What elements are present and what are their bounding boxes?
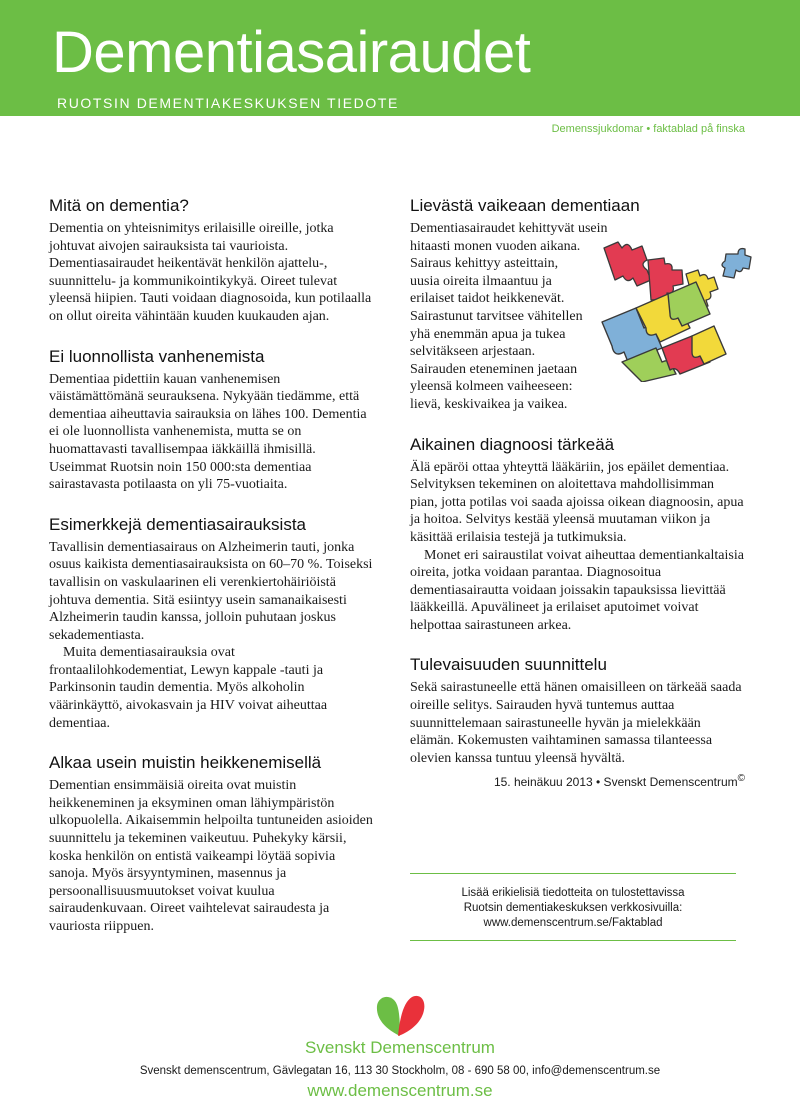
section-paragraph: Dementiasairaudet kehittyvät usein hitaasti monen vuoden aikana. Sairaus kehittyy asteittain, uusia oireita ilmaantuu ja erilaiset taidot heikkenevät. Sairastunut tarvitsee vähitellen yhä enemmän apua ja tukea selvitäkseen arjestaan. Sairauden eteneminen jaetaan yleensä kolmeen vaiheeseen: lievä, keskivaikea ja vaikea. (410, 221, 608, 412)
header-banner (0, 0, 800, 116)
footer-org-name: Svenskt Demenscentrum (305, 1038, 495, 1057)
publication-date (410, 773, 745, 789)
section-paragraph: Sekä sairastuneelle että hänen omaisilleen on tärkeää saada oireille selitys. Sairauden hyvä tuntemus auttaa suunnittelemaan sairastuneelle hyvän ja mielekkään elämän. Kokemusten vaihtaminen samassa tilanteessa olevien kanssa tuntuu yleensä hyvältä. (410, 680, 742, 766)
section-heading: Esimerkkejä dementiasairauksista (49, 514, 306, 534)
section-paragraph: Muita dementiasairauksia ovat frontaalilohkodementiat, Lewyn kappale -tauti ja Parkinsonin taudin dementia. Myös alkoholin väärinkäyttö, aivokasvain ja HIV voivat aiheuttaa dementiaa. (49, 645, 328, 731)
footer-website-link[interactable]: www.demenscentrum.se (307, 1081, 493, 1100)
section-memory-decline (49, 752, 374, 935)
page-title: Dementiasairaudet (52, 20, 531, 85)
section-future-planning (410, 654, 745, 767)
section-heading: Tulevaisuuden suunnittelu (410, 655, 607, 675)
section-heading: Lievästä vaikeaan dementiaan (410, 196, 640, 215)
logo-red-leaf (398, 996, 424, 1036)
section-early-diagnosis (410, 434, 745, 635)
info-link[interactable]: www.demenscentrum.se/Faktablad (483, 917, 663, 929)
puzzle-piece-red-top (604, 242, 651, 286)
section-paragraph: Dementian ensimmäisiä oireita ovat muistin heikkeneminen ja eksyminen oman lähiympäristön ulkopuolella. Aikaisemmin helpoilta tuntuneiden asioiden suunnittelu ja tekeminen vaikeutuu. Puhekyky kärsii, koska henkilön on entistä vaikeampi löytää sopivia sanoja. Myös ärsyyntyminen, masennus ja persoonallisuusmuutokset voivat kuulua sairaudenkuvaan. Oireet vaihtelevat sairaudesta ja vauriosta riippuen. (49, 778, 373, 934)
footer-address: Svenskt demenscentrum, Gävlegatan 16, 113 30 Stockholm, 08 - 690 58 00, info@demenscentrum.se (139, 1065, 661, 1077)
right-column (410, 195, 745, 789)
section-paragraph: Tavallisin dementiasairaus on Alzheimerin tauti, jonka osuus kaikista dementiasairauksista on 60–70 %. Toiseksi tavallisin on vaskulaarinen eli verenkiertohäiriöistä johtuva dementia. Sitä esiintyy usein samanaikaisesti Alzheimerin taudin kanssa, jolloin puhutaan joskus sekadementiasta. (49, 539, 373, 643)
section-paragraph: Monet eri sairaustilat voivat aiheuttaa dementiankaltaisia oireita, jotka voidaan parantaa. Diagnosoitua dementiasairautta voidaan joissakin tapauksissa lievittää lääkkeillä. Apuvälineet ja erilaiset aputoimet voivat helpottaa sairastuneen arkea. (410, 547, 744, 633)
section-paragraph: Dementia on yhteisnimitys erilaisille oireille, jotka johtuvat aivojen sairauksista tai vaurioista. Dementiasairaudet heikentävät henkilön ajattelu-, suunnittelu- ja kommunikointikykyä. Oireet tulevat yleensä hiipien. Tauti voidaan diagnosoida, kun potilaalla on ollut oireita vähintään kuuden kuukauden ajan. (49, 221, 372, 324)
page-subtitle: RUOTSIN DEMENTIAKESKUKSEN TIEDOTE (57, 95, 399, 111)
section-heading: Alkaa usein muistin heikkenemisellä (49, 753, 322, 773)
puzzle-piece-blue-small (722, 249, 751, 278)
info-line-2: Ruotsin dementiakeskuksen verkkosivuilla: (463, 902, 683, 914)
tagline: Demenssjukdomar • faktablad på finska (551, 123, 745, 135)
section-examples (49, 514, 374, 733)
copyright-mark: © (737, 773, 745, 785)
section-heading: Ei luonnollista vanhenemista (49, 346, 265, 366)
section-heading: Mitä on dementia? (49, 196, 189, 215)
info-line-1: Lisää erikielisiä tiedotteita on tulostettavissa (461, 887, 685, 899)
section-paragraph: Älä epäröi ottaa yhteyttä lääkäriin, jos epäilet dementiaa. Selvityksen tekeminen on aloitettava mahdollisimman pian, jotta potilas voi saada ajoissa oikean diagnoosin, apua ja hoitoa. Selvitys kestää yleensä muutaman viikon ja käsittää erilaisia testejä ja tutkimuksia. (410, 459, 744, 545)
section-paragraph: Dementiaa pidettiin kauan vanhenemisen väistämättömänä seurauksena. Nykyään tiedämme, että dementiaa aiheuttavia sairauksia on lähes 100. Dementia ei ole luonnollista vanhenemista, mutta se on huomattavasti tavallisempaa iäkkäillä ihmisillä. Useimmat Ruotsin noin 150 000:sta dementiaa sairastavasta potilaasta on yli 75-vuotiaita. (49, 371, 367, 493)
section-heading: Aikainen diagnoosi tärkeää (410, 434, 615, 454)
logo-green-leaf (377, 997, 400, 1036)
section-mild-to-severe (410, 195, 745, 414)
section-not-natural-aging (49, 346, 374, 494)
puzzle-illustration (588, 230, 753, 382)
section-what-is-dementia (49, 195, 374, 326)
heart-logo (374, 992, 426, 1038)
left-column (49, 195, 374, 956)
date-text: 15. heinäkuu 2013 • Svenskt Demenscentrum (493, 775, 738, 790)
more-info-box (410, 873, 736, 941)
